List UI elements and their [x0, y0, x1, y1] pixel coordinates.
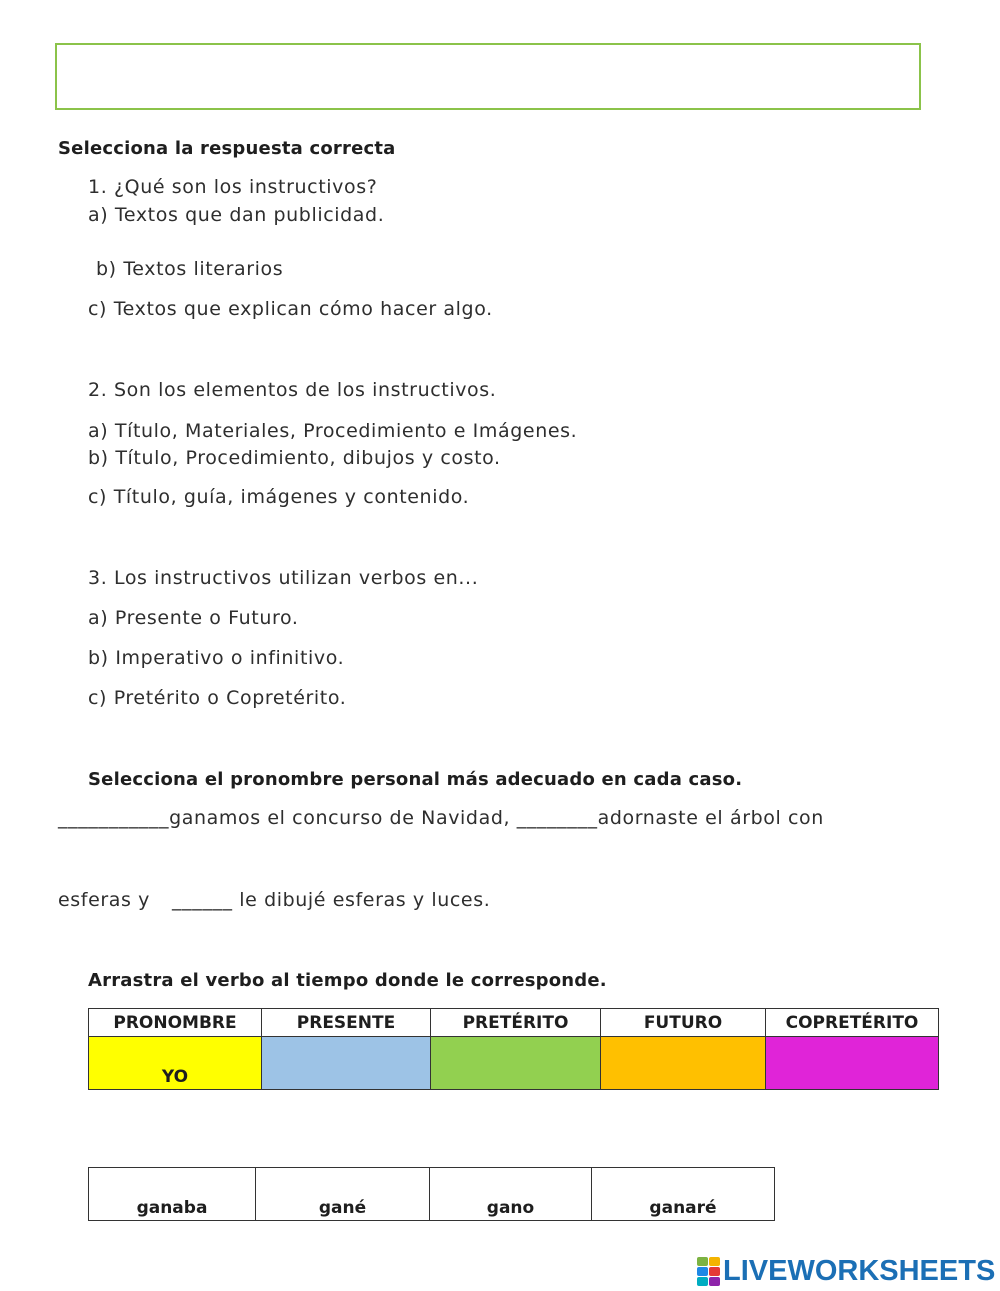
verb-bank: [88, 1167, 775, 1221]
verb-card-ganare[interactable]: ganaré: [592, 1168, 775, 1221]
question-1-option-b[interactable]: b) Textos literarios: [96, 258, 284, 280]
header-preterito: PRETÉRITO: [431, 1009, 601, 1037]
blank-1[interactable]: ___________: [58, 807, 170, 829]
section-title-drag-verb: Arrastra el verbo al tiempo donde le corresponde.: [88, 970, 607, 991]
blank-3[interactable]: ______: [172, 889, 233, 911]
verb-card-gano[interactable]: gano: [430, 1168, 592, 1221]
question-2-prompt: 2. Son los elementos de los instructivos.: [88, 379, 497, 401]
name-input-box[interactable]: [55, 43, 921, 110]
fill-sentence-line-2: [58, 889, 490, 911]
section-title-select-answer: Selecciona la respuesta correcta: [58, 138, 396, 159]
liveworksheets-logo[interactable]: [697, 1256, 995, 1286]
question-2-option-a[interactable]: a) Título, Materiales, Procedimiento e Imágenes.: [88, 420, 578, 442]
liveworksheets-logo-text: LIVEWORKSHEETS: [723, 1254, 996, 1287]
question-2-option-c[interactable]: c) Título, guía, imágenes y contenido.: [88, 486, 470, 508]
liveworksheets-logo-icon: [697, 1257, 720, 1286]
header-futuro: FUTURO: [601, 1009, 766, 1037]
verb-card-gane[interactable]: gané: [256, 1168, 430, 1221]
header-copreterito: COPRETÉRITO: [766, 1009, 939, 1037]
question-3-option-a[interactable]: a) Presente o Futuro.: [88, 607, 299, 629]
header-presente: PRESENTE: [262, 1009, 431, 1037]
header-pronombre: PRONOMBRE: [89, 1009, 262, 1037]
fill-sentence-line-1: [58, 807, 824, 829]
drop-zone-preterito[interactable]: [431, 1037, 601, 1090]
question-1-option-c[interactable]: c) Textos que explican cómo hacer algo.: [88, 298, 493, 320]
tense-table: [88, 1008, 939, 1090]
question-2-option-b[interactable]: b) Título, Procedimiento, dibujos y costo.: [88, 447, 501, 469]
question-3-prompt: 3. Los instructivos utilizan verbos en...: [88, 567, 479, 589]
drop-zone-copreterito[interactable]: [766, 1037, 939, 1090]
question-3-option-c[interactable]: c) Pretérito o Copretérito.: [88, 687, 347, 709]
fill-text-3: esferas y: [58, 889, 151, 911]
verb-card-ganaba[interactable]: ganaba: [89, 1168, 256, 1221]
section-title-pronoun: Selecciona el pronombre personal más adecuado en cada caso.: [88, 769, 743, 790]
question-1-prompt: 1. ¿Qué son los instructivos?: [88, 176, 378, 198]
drop-zone-presente[interactable]: [262, 1037, 431, 1090]
fill-text-4: le dibujé esferas y luces.: [232, 889, 491, 911]
cell-pronoun-yo: YO: [89, 1037, 262, 1090]
fill-text-1: ganamos el concurso de Navidad,: [169, 807, 517, 829]
fill-text-2: adornaste el árbol con: [597, 807, 824, 829]
question-3-option-b[interactable]: b) Imperativo o infinitivo.: [88, 647, 345, 669]
question-1-option-a[interactable]: a) Textos que dan publicidad.: [88, 204, 385, 226]
blank-2[interactable]: ________: [516, 807, 598, 829]
drop-zone-futuro[interactable]: [601, 1037, 766, 1090]
